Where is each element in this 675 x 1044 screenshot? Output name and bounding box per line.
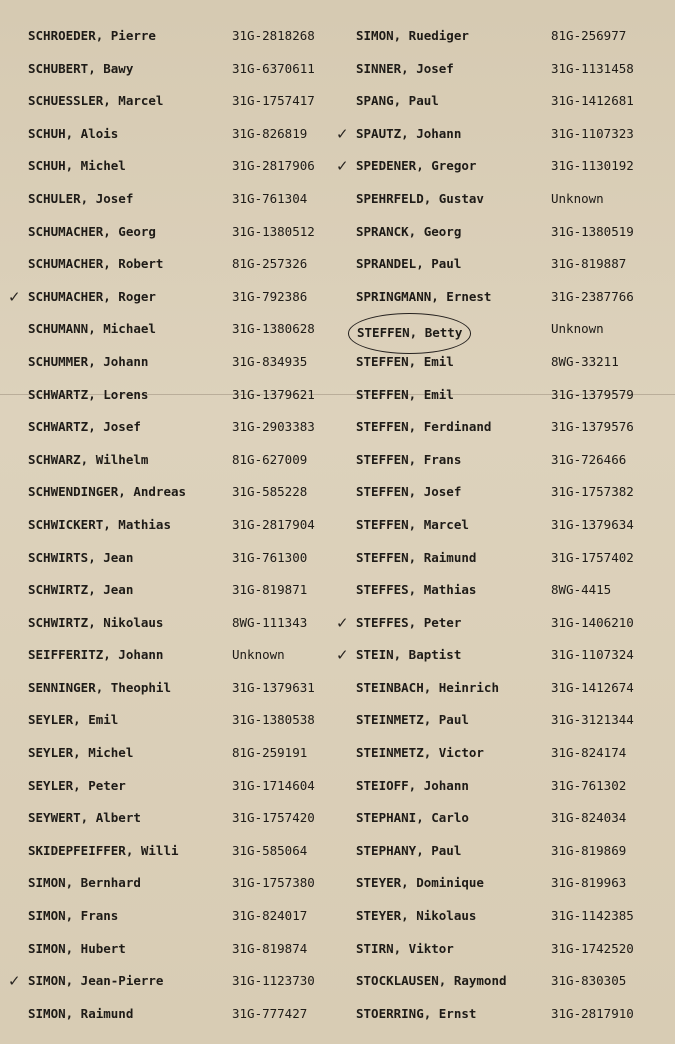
list-row: [356, 313, 666, 346]
serial-number: 31G-834935: [232, 353, 308, 369]
list-row: [356, 411, 666, 444]
serial-number: 31G-2817910: [551, 1005, 634, 1021]
person-name: STOCKLAUSEN, Raymond: [356, 973, 507, 989]
list-row: [356, 281, 666, 314]
serial-number: 31G-1380538: [232, 712, 315, 728]
serial-number: 81G-256977: [551, 28, 627, 43]
list-row: [28, 574, 348, 607]
serial-number: 31G-1380628: [232, 321, 315, 337]
list-row: [28, 900, 348, 933]
serial-number: 31G-2817906: [232, 158, 315, 174]
list-row: [28, 867, 348, 900]
list-row: [356, 998, 666, 1031]
serial-number: 31G-1757417: [232, 93, 315, 109]
person-name: SIMON, Jean-Pierre: [28, 973, 164, 989]
person-name: STEIOFF, Johann: [356, 777, 469, 793]
person-name: SCHUMACHER, Georg: [28, 223, 156, 239]
person-name: SEYLER, Emil: [28, 712, 119, 728]
serial-number: 31G-761302: [551, 777, 627, 793]
list-row: [28, 704, 348, 737]
serial-number: 31G-819887: [551, 256, 627, 272]
list-row: [28, 802, 348, 835]
left-column: [8, 20, 348, 1030]
serial-number: 31G-1757380: [232, 875, 315, 891]
list-row: [28, 379, 348, 412]
serial-number: 31G-1379579: [551, 386, 634, 402]
serial-number: 31G-1757420: [232, 810, 315, 826]
serial-number: 81G-627009: [232, 451, 308, 467]
checkmark-icon: ✓: [8, 972, 21, 991]
list-row: [336, 150, 666, 183]
person-name: STEFFEN, Frans: [356, 451, 462, 467]
serial-number: 31G-826819: [232, 125, 308, 141]
serial-number: 31G-1123730: [232, 973, 315, 989]
person-name: STEFFEN, Emil: [356, 353, 454, 369]
person-name: SCHWARZ, Wilhelm: [28, 451, 149, 467]
list-row: [356, 248, 666, 281]
person-name: SIMON, Frans: [28, 908, 119, 924]
list-row: [28, 639, 348, 672]
person-name: STEPHANI, Carlo: [356, 810, 469, 826]
serial-number: 31G-1379634: [551, 516, 634, 532]
person-name: SINNER, Josef: [356, 60, 454, 76]
serial-number: 31G-2818268: [232, 28, 315, 43]
person-name: SIMON, Bernhard: [28, 875, 141, 891]
serial-number: 31G-2903383: [232, 419, 315, 435]
person-name: SCHULER, Josef: [28, 190, 134, 206]
list-row: [28, 248, 348, 281]
list-row: [356, 900, 666, 933]
list-row: [28, 85, 348, 118]
circled-person-name: STEFFEN, Betty: [348, 313, 471, 354]
serial-number: 31G-830305: [551, 973, 627, 989]
person-name: STEYER, Dominique: [356, 875, 484, 891]
list-row: [356, 20, 666, 53]
person-name: STIRN, Viktor: [356, 940, 454, 956]
checkmark-icon: ✓: [336, 646, 349, 665]
checkmark-icon: ✓: [336, 124, 349, 143]
person-name: SEYLER, Peter: [28, 777, 126, 793]
person-name: SCHUMMER, Johann: [28, 353, 149, 369]
list-row: [28, 346, 348, 379]
serial-number: 31G-819874: [232, 940, 308, 956]
serial-number: 31G-1380519: [551, 223, 634, 239]
list-row: [336, 118, 666, 151]
person-name: SEIFFERITZ, Johann: [28, 647, 164, 663]
serial-number: Unknown: [551, 321, 604, 337]
serial-number: 31G-3121344: [551, 712, 634, 728]
serial-number: 31G-1380512: [232, 223, 315, 239]
serial-number: 8WG-4415: [551, 582, 612, 598]
person-name: STEINMETZ, Victor: [356, 745, 484, 761]
serial-number: Unknown: [232, 647, 285, 663]
person-name: STEINMETZ, Paul: [356, 712, 469, 728]
person-name: STEFFEN, Ferdinand: [356, 419, 492, 435]
serial-number: 31G-1142385: [551, 908, 634, 924]
list-row: [28, 770, 348, 803]
list-row: [356, 444, 666, 477]
person-name: SCHWIRTS, Jean: [28, 549, 134, 565]
serial-number: 31G-6370611: [232, 60, 315, 76]
list-row: [336, 639, 666, 672]
person-name: SCHUBERT, Bawy: [28, 60, 134, 76]
list-row: [28, 672, 348, 705]
list-row: [336, 607, 666, 640]
serial-number: 31G-777427: [232, 1005, 308, 1021]
person-name: SCHUMACHER, Robert: [28, 256, 164, 272]
checkmark-icon: ✓: [336, 157, 349, 176]
serial-number: 31G-1412681: [551, 93, 634, 109]
serial-number: 31G-824017: [232, 908, 308, 924]
serial-number: 31G-1757402: [551, 549, 634, 565]
serial-number: 31G-1742520: [551, 940, 634, 956]
serial-number: 31G-726466: [551, 451, 627, 467]
person-name: SPRANCK, Georg: [356, 223, 462, 239]
serial-number: 31G-1379631: [232, 679, 315, 695]
list-row: [28, 737, 348, 770]
person-name: SEYWERT, Albert: [28, 810, 141, 826]
serial-number: 31G-824034: [551, 810, 627, 826]
serial-number: 31G-819869: [551, 842, 627, 858]
list-row: [28, 150, 348, 183]
person-name: SCHWARTZ, Josef: [28, 419, 141, 435]
person-name: STEFFEN, Marcel: [356, 516, 469, 532]
list-row: [28, 933, 348, 966]
person-name: SCHWIRTZ, Nikolaus: [28, 614, 164, 630]
serial-number: 31G-1757382: [551, 484, 634, 500]
person-name: SPEDENER, Gregor: [356, 158, 477, 174]
person-name: SPANG, Paul: [356, 93, 439, 109]
list-row: [356, 704, 666, 737]
person-name: SENNINGER, Theophil: [28, 679, 171, 695]
person-name: SPAUTZ, Johann: [356, 125, 462, 141]
list-row: [356, 216, 666, 249]
serial-number: 8WG-111343: [232, 614, 308, 630]
list-row: [356, 85, 666, 118]
serial-number: 31G-824174: [551, 745, 627, 761]
person-name: SCHUESSLER, Marcel: [28, 93, 164, 109]
serial-number: 31G-819871: [232, 582, 308, 598]
person-name: SCHROEDER, Pierre: [28, 28, 156, 43]
list-row: [356, 672, 666, 705]
person-name: STEFFEN, Emil: [356, 386, 454, 402]
person-name: SPRINGMANN, Ernest: [356, 288, 492, 304]
list-row: [28, 216, 348, 249]
list-row: [356, 53, 666, 86]
person-name: STEPHANY, Paul: [356, 842, 462, 858]
person-name: SCHWARTZ, Lorens: [28, 386, 149, 402]
list-row: [356, 346, 666, 379]
serial-number: Unknown: [551, 190, 604, 206]
serial-number: 8WG-33211: [551, 353, 619, 369]
list-row: [356, 476, 666, 509]
serial-number: 31G-1379621: [232, 386, 315, 402]
list-row: [28, 607, 348, 640]
list-row: [356, 802, 666, 835]
serial-number: 31G-1130192: [551, 158, 634, 174]
serial-number: 81G-259191: [232, 745, 308, 761]
checkmark-icon: ✓: [8, 287, 21, 306]
person-name: SIMON, Hubert: [28, 940, 126, 956]
list-row: [28, 313, 348, 346]
serial-number: 31G-1714604: [232, 777, 315, 793]
list-row: [28, 183, 348, 216]
person-name: SCHUH, Alois: [28, 125, 119, 141]
serial-number: 31G-1107323: [551, 125, 634, 141]
person-name: SPEHRFELD, Gustav: [356, 190, 484, 206]
person-name: SCHWENDINGER, Andreas: [28, 484, 187, 500]
list-row: [28, 118, 348, 151]
person-name: STEFFES, Peter: [356, 614, 462, 630]
checkmark-icon: ✓: [336, 613, 349, 632]
person-name: STOERRING, Ernst: [356, 1005, 477, 1021]
list-row: [28, 509, 348, 542]
person-name: STEFFEN, Josef: [356, 484, 462, 500]
list-row: [8, 965, 348, 998]
serial-number: 31G-585064: [232, 842, 308, 858]
list-row: [356, 509, 666, 542]
person-name: SCHUH, Michel: [28, 158, 126, 174]
list-row: [356, 867, 666, 900]
serial-number: 31G-819963: [551, 875, 627, 891]
list-row: [356, 933, 666, 966]
person-name: SEYLER, Michel: [28, 745, 134, 761]
serial-number: 81G-257326: [232, 256, 308, 272]
person-name: STEFFEN, Raimund: [356, 549, 477, 565]
list-row: [356, 183, 666, 216]
person-name: STEYER, Nikolaus: [356, 908, 477, 924]
list-row: [356, 574, 666, 607]
list-row: [28, 998, 348, 1031]
list-row: [356, 379, 666, 412]
list-row: [356, 737, 666, 770]
list-row: [28, 476, 348, 509]
person-name: SKIDEPFEIFFER, Willi: [28, 842, 179, 858]
person-name: STEFFES, Mathias: [356, 582, 477, 598]
list-row: [28, 411, 348, 444]
serial-number: 31G-1406210: [551, 614, 634, 630]
serial-number: 31G-585228: [232, 484, 308, 500]
list-row: [8, 281, 348, 314]
person-name: STEINBACH, Heinrich: [356, 679, 499, 695]
person-name: SIMON, Raimund: [28, 1005, 134, 1021]
right-column: [336, 20, 666, 1030]
person-name: SIMON, Ruediger: [356, 28, 469, 43]
person-name: SCHUMACHER, Roger: [28, 288, 156, 304]
serial-number: 31G-1107324: [551, 647, 634, 663]
list-row: [356, 770, 666, 803]
serial-number: 31G-1379576: [551, 419, 634, 435]
person-name: SCHWIRTZ, Jean: [28, 582, 134, 598]
serial-number: 31G-2387766: [551, 288, 634, 304]
list-row: [28, 835, 348, 868]
serial-number: 31G-2817904: [232, 516, 315, 532]
serial-number: 31G-1131458: [551, 60, 634, 76]
list-row: [356, 542, 666, 575]
list-row: [356, 835, 666, 868]
list-row: [28, 53, 348, 86]
list-row: [356, 965, 666, 998]
serial-number: 31G-1412674: [551, 679, 634, 695]
serial-number: 31G-792386: [232, 288, 308, 304]
person-name: SCHUMANN, Michael: [28, 321, 156, 337]
list-row: [28, 444, 348, 477]
serial-number: 31G-761300: [232, 549, 308, 565]
list-row: [28, 20, 348, 53]
serial-number: 31G-761304: [232, 190, 308, 206]
person-name: STEIN, Baptist: [356, 647, 462, 663]
person-name: SPRANDEL, Paul: [356, 256, 462, 272]
person-name: SCHWICKERT, Mathias: [28, 516, 171, 532]
list-row: [28, 542, 348, 575]
